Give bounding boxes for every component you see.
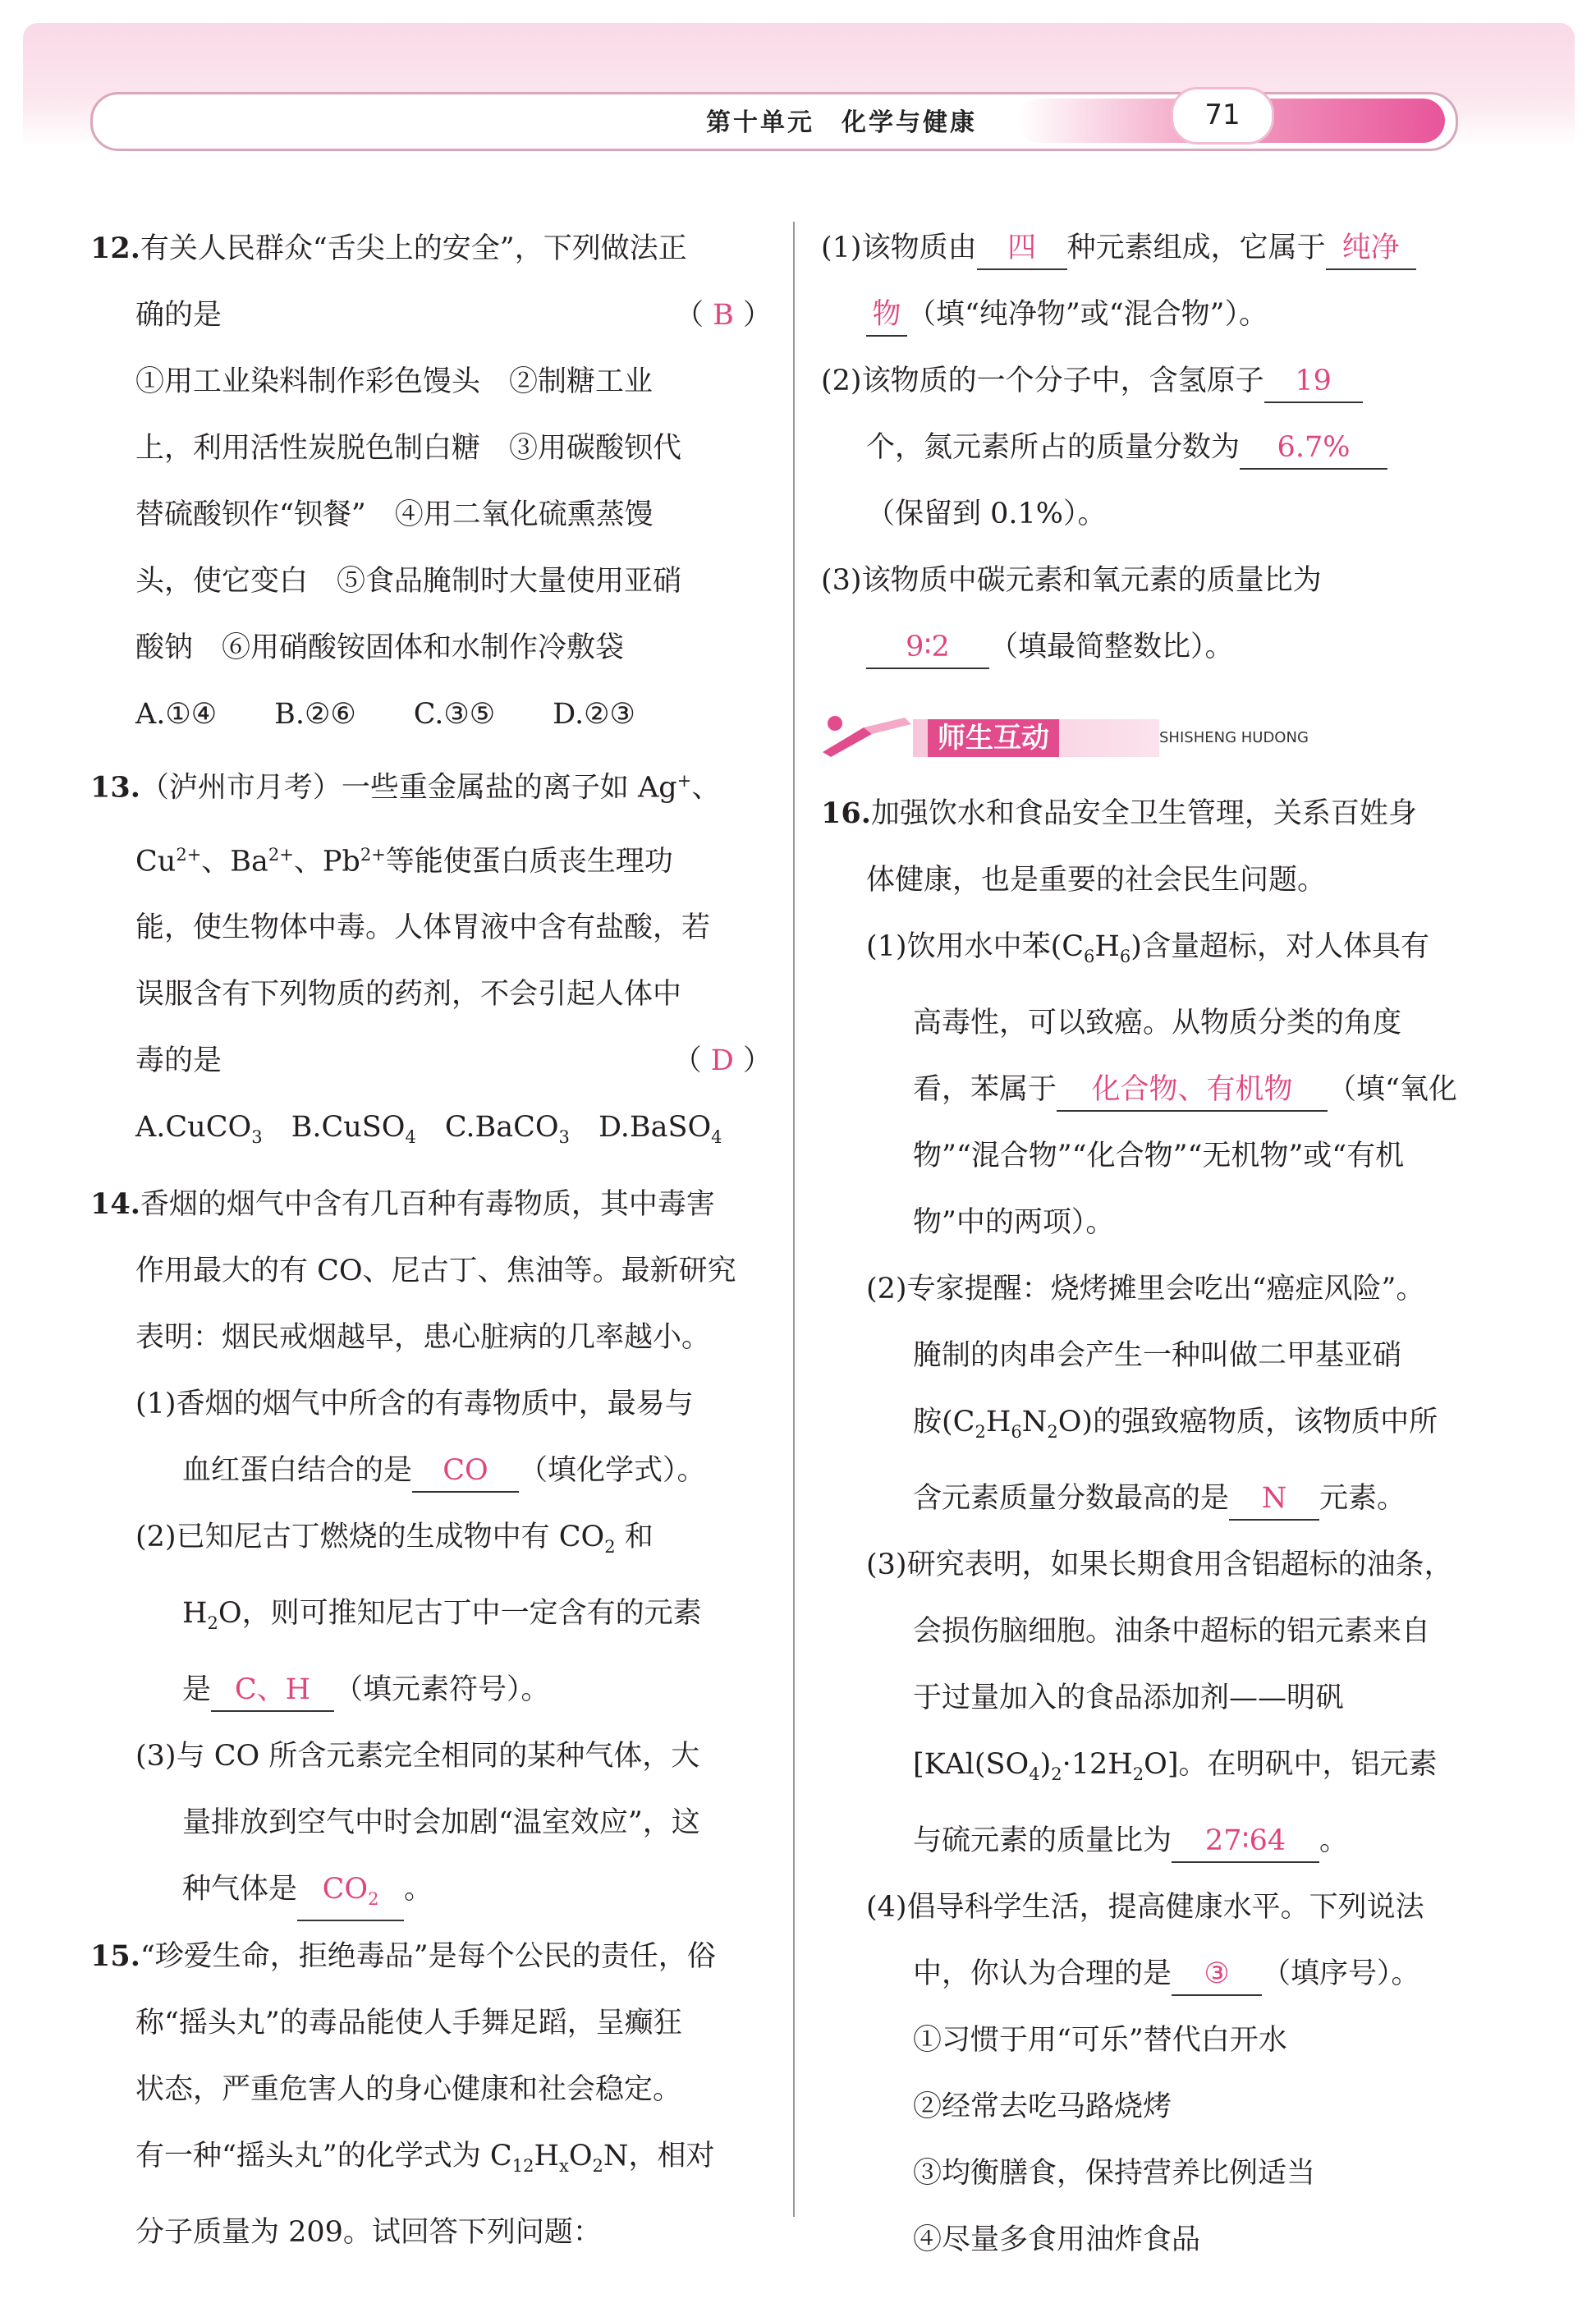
column-divider <box>793 222 795 2217</box>
q14-line: 14.香烟的烟气中含有几百种有毒物质，其中毒害 <box>90 1187 715 1222</box>
q16-part1: 物”中的两项）。 <box>913 1206 1115 1239</box>
q15-answer-3: 19 <box>1264 360 1363 403</box>
q15-part2: (2)该物质的一个分子中，含氢原子 19 <box>821 348 1494 415</box>
q16-answer-2: N <box>1229 1478 1319 1521</box>
q16-part4: 中，你认为合理的是 ③ （填序号）。 <box>821 1941 1494 2007</box>
q14-part2: (2)已知尼古丁燃烧的生成物中有 $CO_2$ 和 <box>135 1521 654 1558</box>
q14-part1: (1)香烟的烟气中所含的有毒物质中，最易与 <box>135 1388 694 1421</box>
q16-part2: 胺$(C_2H_6N_2O)$的强致癌物质，该物质中所 <box>913 1406 1438 1442</box>
right-column-bottom <box>821 780 1494 2273</box>
section-pinyin: SHISHENG HUDONG <box>1159 729 1309 746</box>
q15-line: 状态，严重危害人的身心健康和社会稳定。 <box>135 2073 682 2107</box>
q15-part3: (3)该物质中碳元素和氧元素的质量比为 <box>821 564 1322 597</box>
q15-line: 15.“珍爱生命，拒绝毒品”是每个公民的责任，俗 <box>90 1939 716 1974</box>
q15-line: 称“摇头丸”的毒品能使人手舞足蹈，呈癫狂 <box>135 2007 682 2040</box>
section-header <box>814 706 1340 772</box>
q16-answer-1: 化合物、有机物 <box>1057 1069 1328 1112</box>
q15-part1: (1)该物质由 四 种元素组成，它属于 纯净 <box>821 215 1494 282</box>
q16-part3: $[KAl(SO_4)_2\cdot 12H_2O]$。在明矾中，铝元素 <box>913 1748 1438 1784</box>
q16-part3: 与硫元素的质量比为 27∶64 。 <box>821 1808 1494 1874</box>
section-title: 师生互动 <box>928 719 1059 757</box>
q14-line: 作用最大的有 CO、尼古丁、焦油等。最新研究 <box>135 1255 736 1288</box>
q12-statement: ①用工业染料制作彩色馒头 ②制糖工业 <box>135 365 654 398</box>
q12-options: A.①④ B.②⑥ C.③⑤ D.②③ <box>135 698 635 731</box>
q16-part2: 含元素质量分数最高的是 N 元素。 <box>821 1466 1494 1532</box>
q16-part1: 物”“混合物”“化合物”“无机物”或“有机 <box>913 1140 1405 1172</box>
q14-part2: $H_2O$，则可推知尼古丁中一定含有的元素 <box>182 1597 702 1634</box>
q15-answer-2b: 物 <box>866 294 907 337</box>
q13-line: 能，使生物体中毒。人体胃液中含有盐酸，若 <box>135 911 711 945</box>
q15-part2: 个，氮元素所占的质量分数为 6.7% <box>821 415 1494 481</box>
q16-option: ①习惯于用“可乐”替代白开水 <box>913 2024 1287 2057</box>
q14-part1: 血红蛋白结合的是 CO （填化学式）。 <box>90 1438 772 1504</box>
q15-line: 分子质量为 209。试回答下列问题： <box>135 2216 602 2250</box>
q16-part1: 高毒性，可以致癌。从物质分类的角度 <box>913 1007 1402 1039</box>
q16-part2: (2)专家提醒：烧烤摊里会吃出“癌症风险”。 <box>866 1273 1425 1305</box>
q14-part2: 是 C、H （填元素符号）。 <box>90 1657 772 1723</box>
q16-line: 体健康，也是重要的社会民生问题。 <box>866 864 1327 897</box>
q16-part3: 会损伤脑细胞。油条中超标的铝元素来自 <box>913 1615 1431 1648</box>
q14-answer-2: C、H <box>211 1669 334 1712</box>
q14-answer-3: $CO_2$ <box>297 1869 404 1921</box>
q15-part1: 物 （填“纯净物”或“混合物”）。 <box>821 282 1494 348</box>
q16-answer-3: 27∶64 <box>1172 1820 1319 1863</box>
q14-answer-1: CO <box>412 1450 519 1493</box>
q12-statement: 上，利用活性炭脱色制白糖 ③用碳酸钡代 <box>135 432 682 465</box>
q16-part3: (3)研究表明，如果长期食用含铝超标的油条， <box>866 1548 1453 1581</box>
q13-answer: D <box>710 1044 734 1078</box>
q16-option: ③均衡膳食，保持营养比例适当 <box>913 2157 1316 2190</box>
pen-icon <box>814 711 921 760</box>
right-column-top <box>821 215 1494 681</box>
q15-answer-1: 四 <box>977 227 1067 270</box>
q12-answer: B <box>713 299 734 332</box>
q13-options: A.CuCO$_3$ B.CuSO$_4$ C.BaCO$_3$ D.BaSO$_4$ <box>135 1111 722 1148</box>
q15-answer-2a: 纯净 <box>1326 227 1416 270</box>
q12-line: 12.有关人民群众“舌尖上的安全”，下列做法正 <box>90 232 687 265</box>
q12-statement: 酸钠 ⑥用硝酸铵固体和水制作冷敷袋 <box>135 631 625 664</box>
q16-part1: 看，苯属于 化合物、有机物 （填“氧化 <box>821 1057 1494 1123</box>
unit-title: 第十单元 化学与健康 <box>706 108 977 137</box>
q16-answer-4: ③ <box>1172 1953 1262 1996</box>
q13-line: 毒的是 （ D ） <box>135 1044 772 1078</box>
q15-formula-line: 有一种“摇头丸”的化学式为 $C_{12}H_xO_2N$，相对 <box>135 2140 715 2177</box>
q16-option: ②经常去吃马路烧烤 <box>913 2090 1172 2123</box>
q14-part3: 量排放到空气中时会加剧“温室效应”，这 <box>182 1806 700 1840</box>
q16-part4: (4)倡导科学生活，提高健康水平。下列说法 <box>866 1891 1424 1924</box>
q12-statement: 头，使它变白 ⑤食品腌制时大量使用亚硝 <box>135 565 682 598</box>
q16-line: 16.加强饮水和食品安全卫生管理，关系百姓身 <box>821 796 1417 830</box>
q13-line: 13.（泸州市月考）一些重金属盐的离子如 Ag+、 <box>90 770 721 805</box>
q16-option: ④尽量多食用油炸食品 <box>913 2223 1201 2256</box>
q16-part3: 于过量加入的食品添加剂——明矾 <box>913 1682 1345 1714</box>
q12-line: 确的是 （ B ） <box>135 299 772 332</box>
q13-line: $Cu^{2+}$、$Ba^{2+}$、$Pb^{2+}$等能使蛋白质丧生理功 <box>135 844 673 879</box>
left-column <box>90 215 772 2266</box>
q15-answer-4: 6.7% <box>1240 427 1387 470</box>
q12-statement: 替硫酸钡作“钡餐” ④用二氧化硫熏蒸馒 <box>135 498 654 531</box>
q14-line: 表明：烟民戒烟越早，患心脏病的几率越小。 <box>135 1321 711 1355</box>
q15-answer-5: 9∶2 <box>866 626 989 669</box>
q16-part1: (1)饮用水中苯$(C_6H_6)$含量超标，对人体具有 <box>866 930 1429 966</box>
q13-line: 误服含有下列物质的药剂，不会引起人体中 <box>135 978 682 1012</box>
q14-part3: (3)与 CO 所含元素完全相同的某种气体，大 <box>135 1740 700 1773</box>
q16-part2: 腌制的肉串会产生一种叫做二甲基亚硝 <box>913 1339 1402 1372</box>
page-number: 71 <box>1171 87 1274 145</box>
q15-part3: 9∶2 （填最简整数比）。 <box>821 614 1494 681</box>
q14-part3: 种气体是 $CO_2$ 。 <box>90 1856 772 1923</box>
q15-part2: （保留到 0.1%）。 <box>866 498 1107 530</box>
